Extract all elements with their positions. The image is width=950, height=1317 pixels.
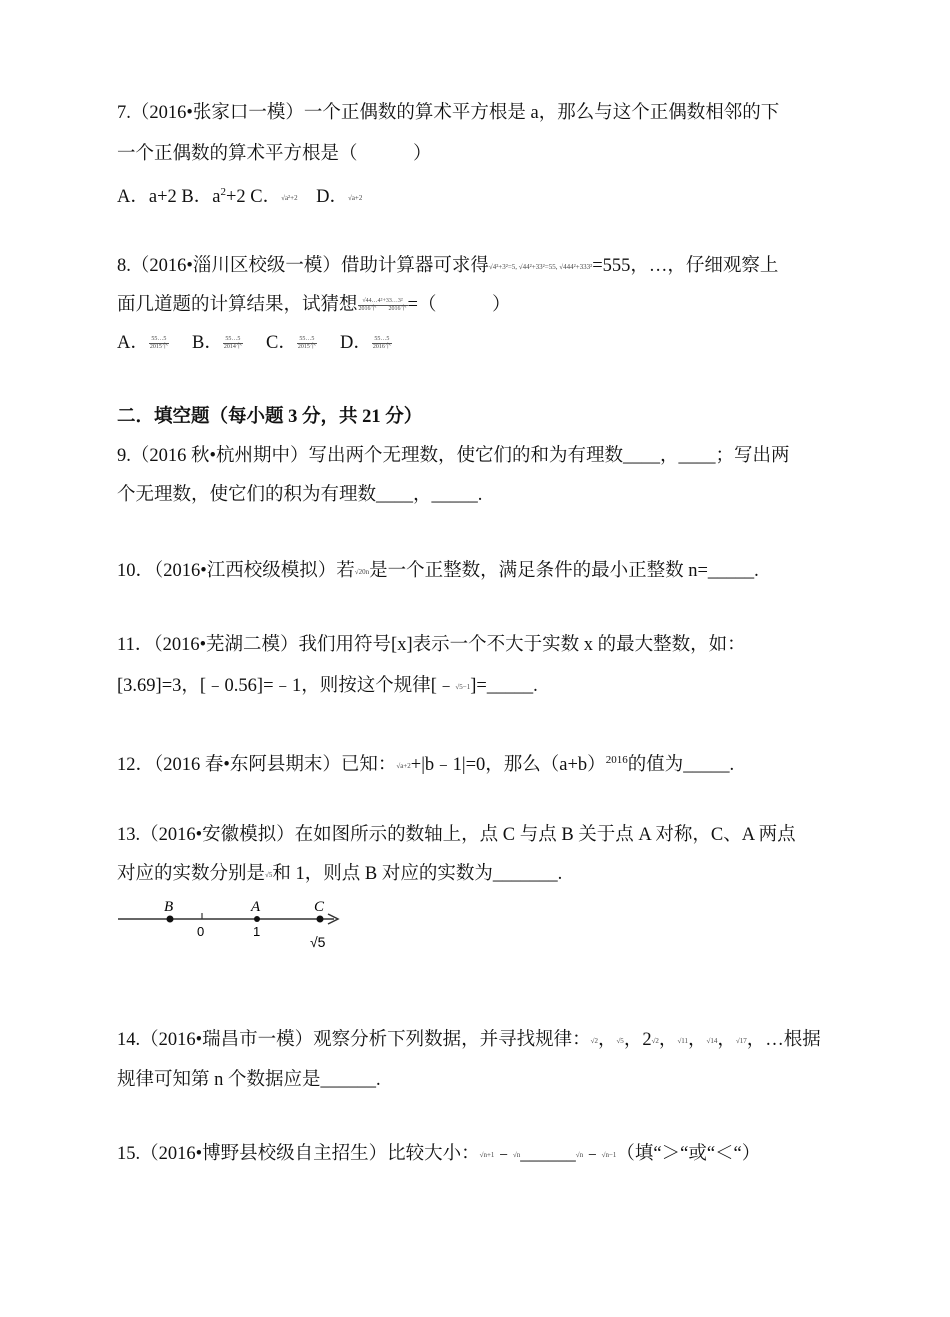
q11-formula: √5−1	[455, 682, 471, 691]
q11-line2: [3.69]=3，[﹣0.56]=﹣1，则按这个规律[﹣√5−1]=_____.	[117, 676, 538, 696]
q9-line1: 9.（2016 秋•杭州期中）写出两个无理数，使它们的和为有理数____，____；写出两	[117, 446, 790, 466]
q15-term-1: √n+1	[479, 1150, 495, 1159]
q15-blank: ______	[520, 1144, 576, 1164]
q9-line2: 个无理数，使它们的积为有理数____，_____.	[117, 485, 483, 505]
q15-line: 15.（2016•博野县校级自主招生）比较大小：√n+1﹣√n______√n﹣√n−1（填“＞“或“＜“）	[117, 1144, 761, 1164]
point-a-dot	[254, 916, 260, 922]
q14-term-4: √11	[677, 1036, 689, 1045]
q8-line2: 面几道题的计算结果，试猜想 $\frac{\text{√44…4²+33…3²}}{\text{2016个 2016个}}$ =（ ）	[117, 295, 511, 315]
tick-label-1: 1	[253, 924, 261, 939]
label-b: B	[164, 899, 174, 915]
q8-option-d: D． $\frac{55\dots 5}{\text{2016个}}$	[339, 333, 391, 353]
q13-line2: 对应的实数分别是√5和 1，则点 B 对应的实数为_______.	[117, 864, 563, 884]
q7-option-d-formula: √a+2	[347, 193, 363, 202]
q8-formula-series: √4²+3²=5, √44²+33²=55, √444²+333²	[488, 262, 593, 271]
q7-option-a: A．a+2	[117, 187, 177, 208]
q14-line2: 规律可知第 n 个数据应是______.	[117, 1070, 381, 1090]
q7-option-b: B．$a^2+2$	[181, 186, 246, 208]
q7-line2: 一个正偶数的算术平方根是（ ）	[117, 144, 432, 164]
label-a: A	[251, 899, 261, 915]
q8-options	[117, 331, 392, 355]
q7-option-d: D．	[316, 187, 348, 208]
q15-term-3: √n	[575, 1150, 584, 1159]
q8-option-a: A． $\frac{55\dots 5}{\text{2015个}}$	[117, 333, 168, 353]
q8-guess-formula: $\frac{\text{√44…4²+33…3²}}{\text{2016个 2016个}}$	[358, 298, 407, 313]
q7-line1: 7.（2016•张家口一模）一个正偶数的算术平方根是 a，那么与这个正偶数相邻的下	[117, 103, 780, 123]
q14-term-2: √5	[616, 1036, 624, 1045]
q14-term-3: √2	[651, 1036, 659, 1045]
label-c: C	[314, 899, 325, 915]
tick-label-0: 0	[197, 924, 205, 939]
number-line-figure	[116, 895, 346, 955]
q8-option-c: C． $\frac{55\dots 5}{\text{2015个}}$	[266, 333, 316, 353]
q8-option-b: B． $\frac{55\dots 5}{\text{2014个}}$	[192, 333, 242, 353]
point-c-dot	[317, 916, 324, 923]
q14-term-5: √14	[706, 1036, 718, 1045]
point-b-dot	[167, 916, 174, 923]
q7-option-c-formula: √a²+2	[281, 193, 298, 202]
section-2-heading: 二．填空题（每小题 3 分，共 21 分）	[117, 407, 423, 427]
q13-line1: 13.（2016•安徽模拟）在如图所示的数轴上，点 C 与点 B 关于点 A 对称，C、A 两点	[117, 825, 796, 845]
q7-options	[117, 180, 362, 210]
q13-formula: √5	[265, 870, 273, 879]
q15-term-2: √n	[512, 1150, 521, 1159]
q11-line1: 11．（2016•芜湖二模）我们用符号[x]表示一个不大于实数 x 的最大整数，如：	[117, 635, 746, 655]
q14-term-6: √17	[735, 1036, 747, 1045]
q14-line1: 14.（2016•瑞昌市一模）观察分析下列数据，并寻找规律：√2，√5，2√2，√11，√14，√17，…根据	[117, 1030, 821, 1050]
q10-formula: √20n	[354, 567, 370, 576]
q12-line: 12．（2016 春•东阿县期末）已知：√a+2+|b﹣1|=0，那么$(a+b)^{2016}$的值为_____.	[117, 754, 735, 776]
tick-label-sqrt5: √5	[310, 934, 326, 950]
q15-term-4: √n−1	[601, 1150, 617, 1159]
q7-option-c: C．	[250, 187, 282, 208]
q12-formula: √a+2	[396, 761, 411, 770]
q8-line1: 8.（2016•淄川区校级一模）借助计算器可求得√4²+3²=5, √44²+33²=55, √444²+333²=555，…，仔细观察上	[117, 256, 779, 276]
q10-line: 10．（2016•江西校级模拟）若√20n是一个正整数，满足条件的最小正整数 n=_____.	[117, 561, 759, 581]
q14-term-1: √2	[590, 1036, 598, 1045]
